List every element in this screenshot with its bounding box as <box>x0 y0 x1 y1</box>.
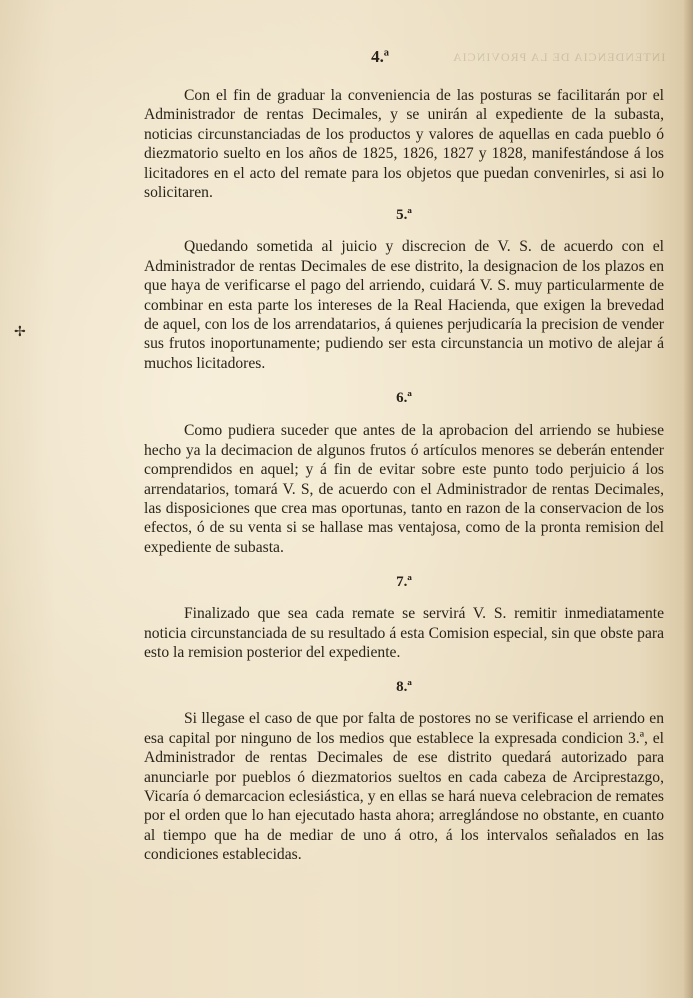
section-number-7: 7.ª <box>396 574 412 591</box>
section-number-6: 6.ª <box>396 390 412 407</box>
paragraph-intro: Con el fin de graduar la conveniencia de las posturas se facilitarán por el Administrador de rentas Decimales, y se unirán al expediente de la subasta, noticias circunstanciadas de los productos y valores de aquellas en cada pueblo ó diezmatorio suelto en los años de 1825, 1826, 1827 y 1828, manifestándose á los licitadores en el acto del remate para los objetos que puedan convenirles, si asi lo solicitaren. <box>144 87 664 202</box>
paragraph-6: Como pudiera suceder que antes de la aprobacion del arriendo se hubiese hecho ya la decimacion de algunos frutos ó artículos menores se deberán entender comprendidos en aquel; y á fin de evitar sobre este punto todo perjuicio á los arrendatarios, tomará V. S, de acuerdo con el Administrador de rentas Decimales, las disposiciones que crea mas oportunas, tanto en razon de la conservacion de los efectos, ó de su venta si se hallase mas ventajosa, como de la pronta remision del expediente de subasta. <box>144 422 664 556</box>
margin-ink-mark: ✢ <box>14 325 26 340</box>
document-body <box>144 86 664 865</box>
page-number: 4.ª <box>371 47 389 66</box>
show-through-text: INTENDENCIA DE LA PROVINCIA <box>451 50 665 64</box>
paragraph-5: Quedando sometida al juicio y discrecion de V. S. de acuerdo con el Administrador de rentas Decimales de ese distrito, la designacion de los plazos en que haya de verificarse el pago del arriendo, cuidará V. S. muy particularmente de combinar en esta parte los intereses de la Real Hacienda, que exigen la brevedad de aquel, con los de los arrendatarios, á quienes perjudicaría la precision de vender sus frutos inoportunamente; pudiendo ser esta circunstancia un motivo de alejar á muchos licitadores. <box>144 238 664 372</box>
section-number-5: 5.ª <box>396 207 412 224</box>
section-number-8: 8.ª <box>396 679 412 696</box>
paragraph-7: Finalizado que sea cada remate se servirá V. S. remitir inmediatamente noticia circunstanciada de su resultado á esta Comision especial, sin que obste para esto la remision posterior del expediente. <box>144 605 664 661</box>
paragraph-8: Si llegase el caso de que por falta de postores no se verificase el arriendo en esa capital por ninguno de los medios que establece la expresada condicion 3.ª, el Administrador de rentas Decimales de ese distrito quedará autorizado para anunciarle por pueblos ó diezmatorios sueltos en cada cabeza de Arciprestazgo, Vicaría ó demarcacion eclesiástica, y en ellas se hará nueva celebracion de remates por el orden que lo han ejecutado hasta ahora; arreglándose no obstante, en cuanto al tiempo que ha de mediar de uno á otro, á los intervalos señalados en las condiciones establecidas. <box>144 710 664 864</box>
page-edge-shadow <box>683 0 693 998</box>
